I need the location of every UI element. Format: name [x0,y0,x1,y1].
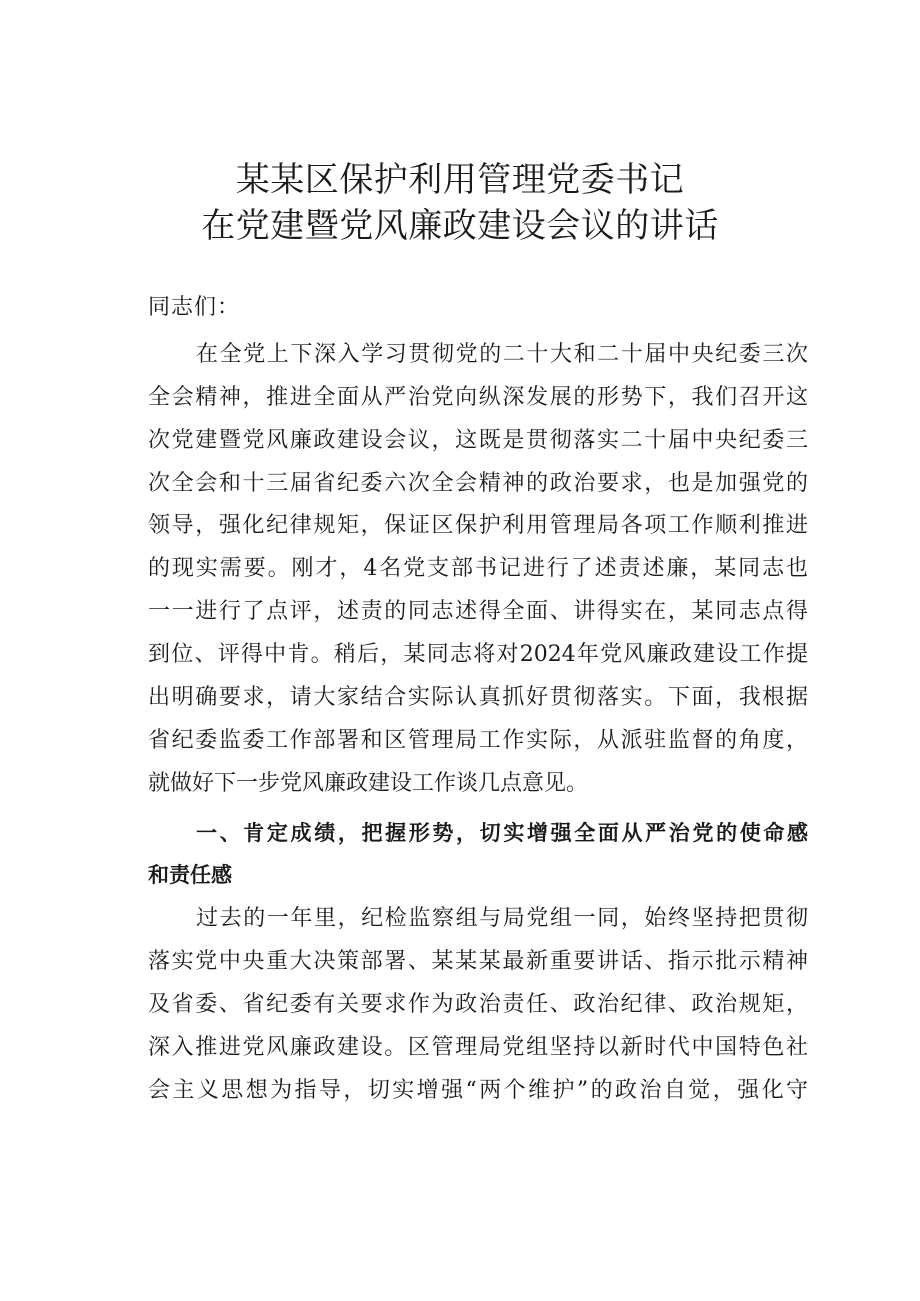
paragraph-1-line: 领导，强化纪律规矩，保证区保护利用管理局各项工作顺利推进 [148,513,808,538]
section-heading-1-cont: 和责任感 [148,863,232,887]
paragraph-1-line: 次全会和十三届省纪委六次全会精神的政治要求，也是加强党的 [148,471,808,496]
paragraph-1-line: 一一进行了点评，述责的同志述得全面、讲得实在，某同志点得 [148,599,808,624]
salutation: 同志们： [148,295,241,320]
paragraph-2-line: 过去的一年里，纪检监察组与局党组一同，始终坚持把贯彻 [196,906,808,931]
document-title-line-1: 某某区保护利用管理党委书记 [235,160,685,200]
paragraph-1-line: 出明确要求，请大家结合实际认真抓好贯彻落实。下面，我根据 [148,685,808,710]
paragraph-1-line: 次党建暨党风廉政建设会议，这既是贯彻落实二十届中央纪委三 [148,428,808,453]
paragraph-1-line: 就做好下一步党风廉政建设工作谈几点意见。 [148,771,589,796]
paragraph-1-line: 全会精神，推进全面从严治党向纵深发展的形势下，我们召开这 [148,385,808,410]
paragraph-1-line: 的现实需要。刚才，4名党支部书记进行了述责述廉，某同志也 [148,556,808,581]
paragraph-2-line: 及省委、省纪委有关要求作为政治责任、政治纪律、政治规矩， [148,992,808,1017]
section-heading-1: 一、肯定成绩，把握形势，切实增强全面从严治党的使命感 [196,821,808,845]
document-title-line-2: 在党建暨党风廉政建设会议的讲话 [201,206,719,246]
paragraph-1-line: 到位、评得中肯。稍后，某同志将对2024年党风廉政建设工作提 [148,642,808,667]
paragraph-2-line: 深入推进党风廉政建设。区管理局党组坚持以新时代中国特色社 [148,1035,808,1060]
paragraph-1-line: 省纪委监委工作部署和区管理局工作实际，从派驻监督的角度， [148,728,808,753]
paragraph-1-line: 在全党上下深入学习贯彻党的二十大和二十届中央纪委三次 [196,342,808,367]
paragraph-2-line: 会主义思想为指导，切实增强“两个维护”的政治自觉，强化守 [148,1078,808,1103]
paragraph-2-line: 落实党中央重大决策部署、某某某最新重要讲话、指示批示精神 [148,949,808,974]
